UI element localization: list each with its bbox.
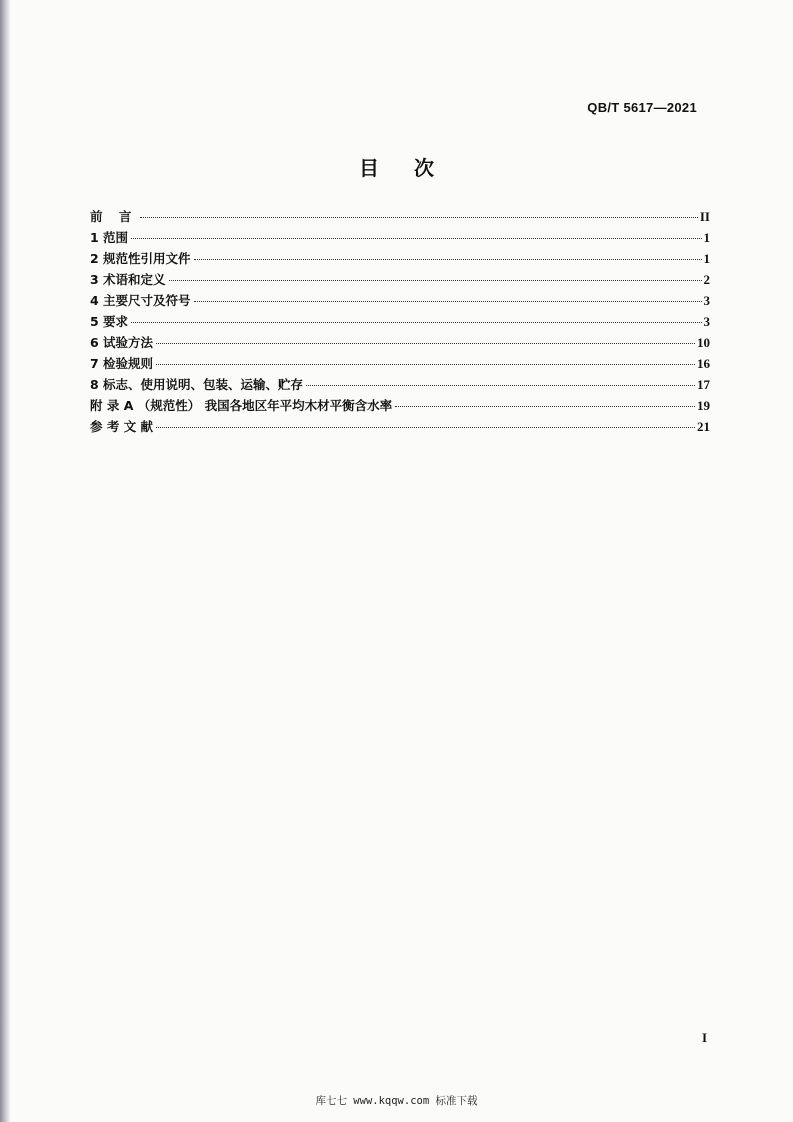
standard-code: QB/T 5617—2021 (587, 100, 697, 115)
toc-entry-inspection-rules[interactable] (90, 354, 710, 375)
toc-leader-dots (156, 427, 695, 428)
toc-leader-dots (194, 301, 702, 302)
toc-entry-test-methods[interactable] (90, 333, 710, 354)
toc-leader-dots (131, 322, 701, 323)
toc-entry-page: 1 (703, 230, 710, 245)
toc-entry-page: 3 (703, 293, 710, 308)
toc-entry-requirements[interactable] (90, 312, 710, 333)
toc-entry-label: 6 试验方法 (90, 335, 154, 350)
toc-entry-label: 1 范围 (90, 230, 129, 245)
toc-leader-dots (156, 343, 695, 344)
toc-entry-page: 10 (697, 335, 710, 350)
toc-leader-dots (395, 406, 695, 407)
toc-entry-label: 5 要求 (90, 314, 129, 329)
toc-leader-dots (140, 217, 698, 218)
toc-entry-page: 21 (697, 419, 710, 434)
toc-entry-page: 17 (697, 377, 710, 392)
toc-leader-dots (306, 385, 695, 386)
toc-entry-label: 前 言 (90, 209, 138, 224)
toc-entry-label: 2 规范性引用文件 (90, 251, 191, 266)
toc-leader-dots (169, 280, 702, 281)
toc-entry-bibliography[interactable] (90, 417, 710, 438)
toc-entry-page: 3 (703, 314, 710, 329)
toc-leader-dots (194, 259, 702, 260)
toc-entry-annex-a[interactable] (90, 396, 710, 417)
toc-entry-dimensions-symbols[interactable] (90, 291, 710, 312)
toc-entry-label: 4 主要尺寸及符号 (90, 293, 191, 308)
page-number: I (701, 1030, 707, 1045)
toc-title: 目 次 (359, 156, 448, 180)
toc-leader-dots (156, 364, 695, 365)
toc-entry-page: 2 (703, 272, 710, 287)
toc-entry-page: 16 (697, 356, 710, 371)
table-of-contents (90, 207, 710, 438)
toc-entry-page: II (699, 209, 710, 224)
toc-entry-label: 3 术语和定义 (90, 272, 166, 287)
toc-entry-terms-definitions[interactable] (90, 270, 710, 291)
toc-entry-label: 7 检验规则 (90, 356, 154, 371)
toc-leader-dots (131, 238, 701, 239)
footer-watermark: 库七七 www.kqqw.com 标准下载 (315, 1095, 478, 1107)
toc-entry-foreword[interactable] (90, 207, 710, 228)
toc-entry-scope[interactable] (90, 228, 710, 249)
toc-entry-normative-references[interactable] (90, 249, 710, 270)
toc-entry-page: 1 (703, 251, 710, 266)
toc-entry-label: 参 考 文 献 (90, 419, 154, 434)
toc-entry-page: 19 (697, 398, 710, 413)
toc-entry-label: 附 录 A （规范性） 我国各地区年平均木材平衡含水率 (90, 398, 393, 413)
toc-entry-marking-packaging[interactable] (90, 375, 710, 396)
toc-entry-label: 8 标志、使用说明、包装、运输、贮存 (90, 377, 304, 392)
